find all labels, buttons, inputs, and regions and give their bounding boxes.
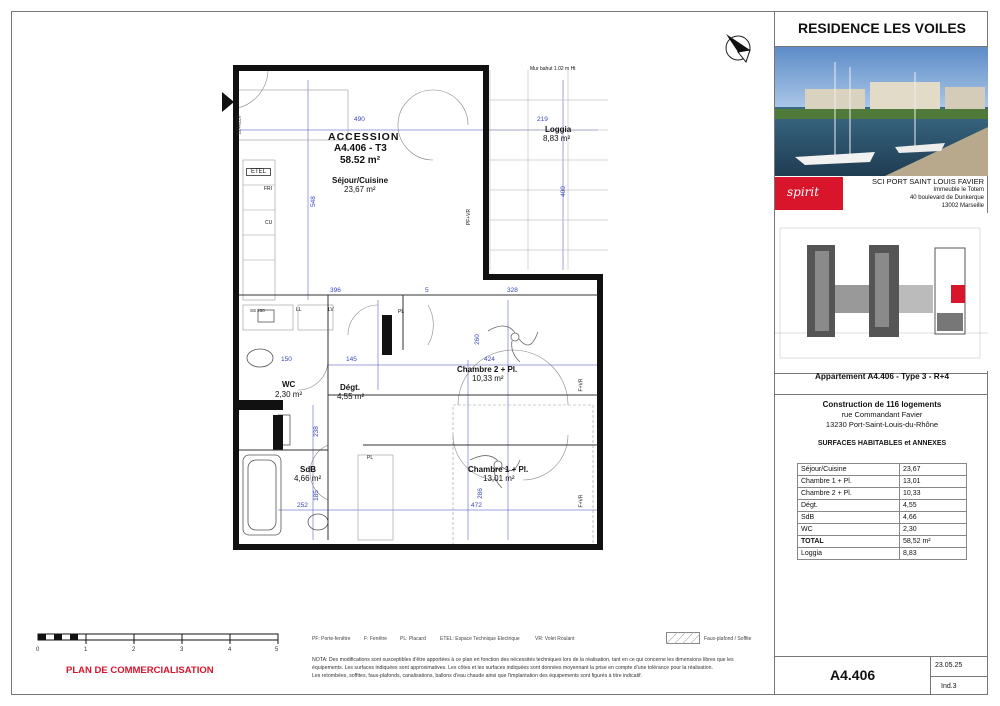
dimension-label: 400 (559, 186, 567, 197)
annotation-fri: FRI (264, 186, 273, 192)
legend-vr: VR: Volet Roulant (535, 636, 575, 642)
annotation-f-vr: F+VR (578, 378, 585, 392)
lot-label: A4.406 - T3 (334, 143, 387, 154)
site-plan (775, 213, 988, 371)
title-block (774, 11, 988, 695)
surface-total-row (798, 536, 967, 548)
dimension-label: 150 (281, 356, 292, 363)
annotation-ll: LL (296, 307, 302, 313)
annotation-pl: PL (398, 309, 405, 315)
dimension-label: 219 (537, 116, 548, 123)
room-area-chambre2: 10,33 m² (472, 374, 504, 383)
project-city: 13230 Port-Saint-Louis-du-Rhône (825, 420, 939, 429)
surface-value: 10,33 (900, 488, 967, 500)
plan-label: PLAN DE COMMERCIALISATION (66, 665, 214, 676)
surface-value: 8,83 (900, 548, 967, 560)
developer-logo-text: spirit (787, 185, 820, 199)
room-name-chambre1: Chambre 1 + Pl. (468, 465, 529, 474)
surface-label: Chambre 1 + Pl. (798, 476, 900, 488)
dimension-label: 260 (473, 334, 481, 345)
surface-value: 23,67 (900, 464, 967, 476)
dimension-label: 185 (312, 490, 320, 501)
surface-row (798, 512, 967, 524)
legend-f: F: Fenêtre (364, 636, 388, 642)
dimension-label: 286 (476, 488, 484, 499)
surface-row (798, 464, 967, 476)
dimension-label: 490 (354, 116, 365, 123)
project-street: rue Commandant Favier (841, 410, 923, 419)
surface-total-label: TOTAL (798, 536, 900, 548)
surface-row (798, 488, 967, 500)
scale-tick-label: 0 (36, 647, 40, 653)
surface-row (798, 548, 967, 560)
developer-address-line: 40 boulevard de Dunkerque (909, 195, 984, 201)
annotation-mur-bahut: Mur bahut 1.02 m Ht (530, 66, 576, 72)
surface-label: SdB (798, 512, 900, 524)
dimension-label: 424 (484, 356, 495, 363)
annotation-ss: SS 250 (250, 308, 265, 313)
room-name-sejour: Séjour/Cuisine (332, 176, 389, 185)
surface-value: 13,01 (900, 476, 967, 488)
note-line: NOTA: Des modifications sont susceptibles d'être apportées à ce plan en fonction des nécessités techniques lors de la réalisation, tant en ce qui concerne les dimensions libres que les (312, 657, 734, 663)
dimension-label: 548 (309, 196, 317, 207)
surface-value: 4,55 (900, 500, 967, 512)
surface-label: Chambre 2 + Pl. (798, 488, 900, 500)
annotation-etel: ETEL (246, 168, 271, 176)
scale-tick-label: 3 (180, 647, 184, 653)
surface-label: Dégt. (798, 500, 900, 512)
dimension-label: 328 (507, 287, 518, 294)
room-name-sdb: SdB (300, 465, 316, 474)
dimension-label: 5 (425, 287, 429, 294)
surfaces-table (797, 463, 967, 560)
room-name-degt: Dégt. (340, 383, 360, 392)
scale-tick-label: 1 (84, 647, 88, 653)
scale-tick-label: 2 (132, 647, 136, 653)
scale-tick-label: 5 (275, 647, 279, 653)
annotation-pl: PL (367, 455, 374, 461)
dimension-label: 472 (471, 502, 482, 509)
footer-lot-code: A4.406 (830, 667, 876, 683)
surface-label: Séjour/Cuisine (798, 464, 900, 476)
developer-logo (775, 177, 843, 210)
dimension-label: 145 (346, 356, 357, 363)
room-area-chambre1: 13,01 m² (483, 474, 515, 483)
accession-title: ACCESSION (328, 131, 400, 143)
developer-address-line: Immeuble le Totem (933, 187, 984, 193)
note-line: équipements. Les surfaces indiquées sont approximatives. Les côtes et les surfaces indiquées sont données moyennant la prise en compte d'une tolérance pour la réalisation. (312, 665, 713, 671)
surface-value: 2,30 (900, 524, 967, 536)
faux-plafond-swatch (666, 632, 700, 644)
surface-total-value: 58,52 m² (900, 536, 967, 548)
room-area-sejour: 23,67 m² (344, 185, 376, 194)
dimension-label: 252 (297, 502, 308, 509)
surface-value: 4,66 (900, 512, 967, 524)
project-title: Construction de 116 logements (822, 400, 942, 409)
residence-photo (775, 47, 988, 176)
room-area-sdb: 4,66 m² (294, 474, 322, 483)
room-name-wc: WC (282, 380, 296, 389)
room-area-degt: 4,55 m² (337, 392, 365, 401)
surface-row (798, 500, 967, 512)
apartment-title: Appartement A4.406 - Type 3 - R+4 (815, 372, 949, 381)
legend-pf: PF: Porte-fenêtre (312, 636, 351, 642)
footer-date: 23.05.25 (935, 662, 963, 669)
annotation-f-vr: F+VR (578, 494, 585, 508)
surface-row (798, 524, 967, 536)
surfaces-heading: SURFACES HABITABLES et ANNEXES (817, 440, 947, 447)
annotation-pf-vr: PF+VR (466, 208, 473, 226)
dimension-label: 396 (330, 287, 341, 294)
dimension-label: 238 (312, 426, 320, 437)
surface-label: Loggia (798, 548, 900, 560)
scale-bar (34, 632, 284, 648)
developer-address-line: 13002 Marseille (941, 203, 984, 209)
surface-label: WC (798, 524, 900, 536)
room-area-wc: 2,30 m² (275, 390, 303, 399)
legend-faux-plafond: Faux-plafond / Soffite (704, 636, 752, 642)
legend-pl: PL: Placard (400, 636, 426, 642)
footer-divider (930, 676, 988, 677)
north-arrow-icon (720, 30, 756, 66)
scale-tick-label: 4 (228, 647, 232, 653)
note-line: Les retombées, soffites, faux-plafonds, canalisations, ballons d'eau chaude ainsi que l'implantation des équipements sont figurés à titre indicatif. (312, 673, 643, 679)
annotation-lv: LV (328, 307, 334, 313)
lot-area: 58.52 m² (340, 155, 381, 166)
residence-title: RESIDENCE LES VOILES (797, 20, 967, 36)
room-area-loggia: 8,83 m² (543, 134, 571, 143)
annotation-cu: CU (265, 220, 273, 226)
developer-name: SCI PORT SAINT LOUIS FAVIER (872, 177, 984, 186)
dimension-label: 124x220 (236, 115, 243, 135)
surface-row (798, 476, 967, 488)
room-name-chambre2: Chambre 2 + Pl. (457, 365, 518, 374)
room-name-loggia: Loggia (545, 125, 572, 134)
footer-index: Ind.3 (941, 683, 957, 690)
legend-etel: ETEL: Espace Technique Electrique (440, 636, 520, 642)
